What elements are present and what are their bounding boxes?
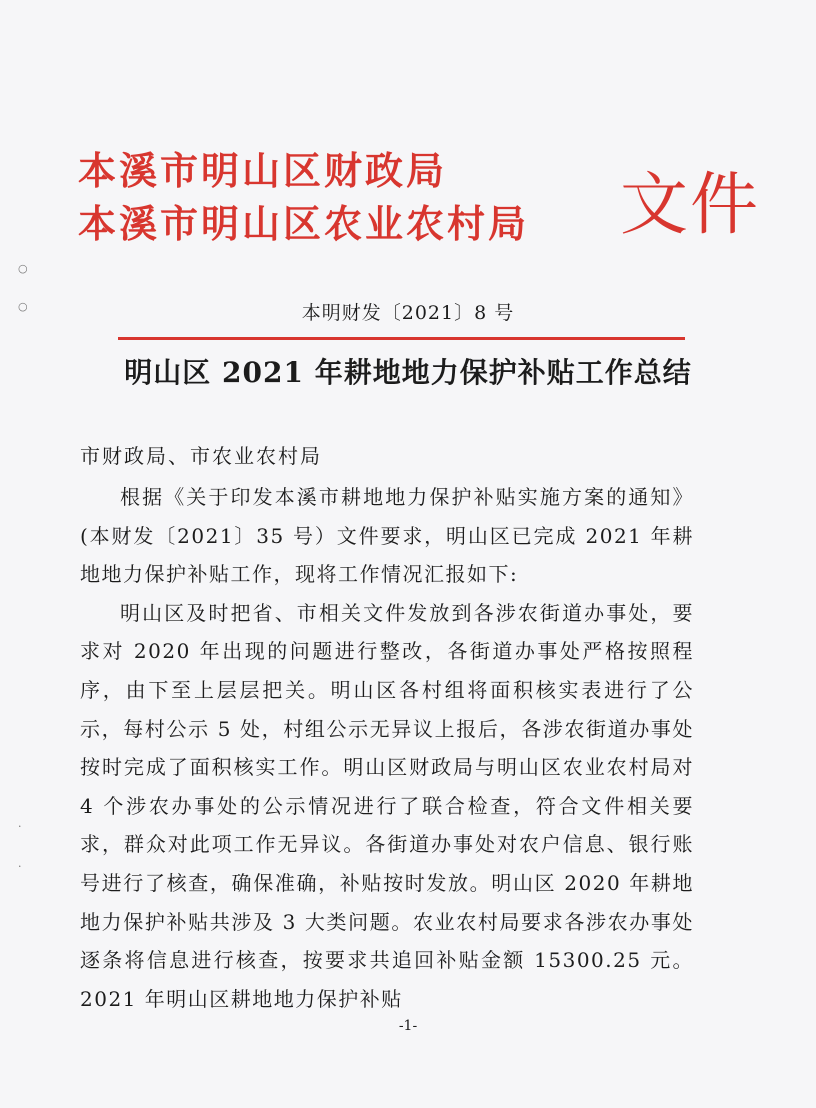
document-number: 本明财发〔2021〕8 号 [301,302,515,324]
binding-hole-mark: · [18,820,22,833]
document-label: 文件 [620,166,761,245]
issuing-agency-2: 本溪市明山区农业农村局 [78,201,530,246]
paragraph: 明山区及时把省、市相关文件发放到各涉农街道办事处，要求对 2020 年出现的问题进行整改，各街道办事处严格按照程序，由下至上层层把关。明山区各村组将面积核实表进行了公示，每村公示 5 处，村组公示无异议上报后，各涉农街道办事处按时完成了面积核实工作。明山区财政局与明山区农业农村局对 4 个涉农办事处的公示情况进行了联合检查，符合文件相关要求，群众对此项工作无异议。各街道办事处对农户信息、银行账号进行了核查，确保准确，补贴按时发放。明山区 2020 年耕地地力保护补贴共涉及 3 大类问题。农业农村局要求各涉农办事处逐条将信息进行核查，按要求共追回补贴金额 15300.25 元。2021 年明山区耕地地力保护补贴 [80,600,694,1011]
page-number: -1- [398,1018,418,1034]
binding-hole-mark: ○ [18,300,28,313]
document-header [78,148,761,258]
document-title: 明山区 2021 年耕地地力保护补贴工作总结 [124,356,692,389]
binding-hole-mark: ○ [18,262,28,275]
binding-hole-mark: · [18,860,22,873]
addressee: 市财政局、市农业农村局 [80,444,322,468]
issuing-agency-1: 本溪市明山区财政局 [78,148,448,193]
document-body [80,478,694,1018]
red-divider-line [118,337,685,340]
paragraph: 根据《关于印发本溪市耕地地力保护补贴实施方案的通知》(本财发〔2021〕35 号）文件要求，明山区已完成 2021 年耕地地力保护补贴工作，现将工作情况汇报如下: [80,485,694,587]
